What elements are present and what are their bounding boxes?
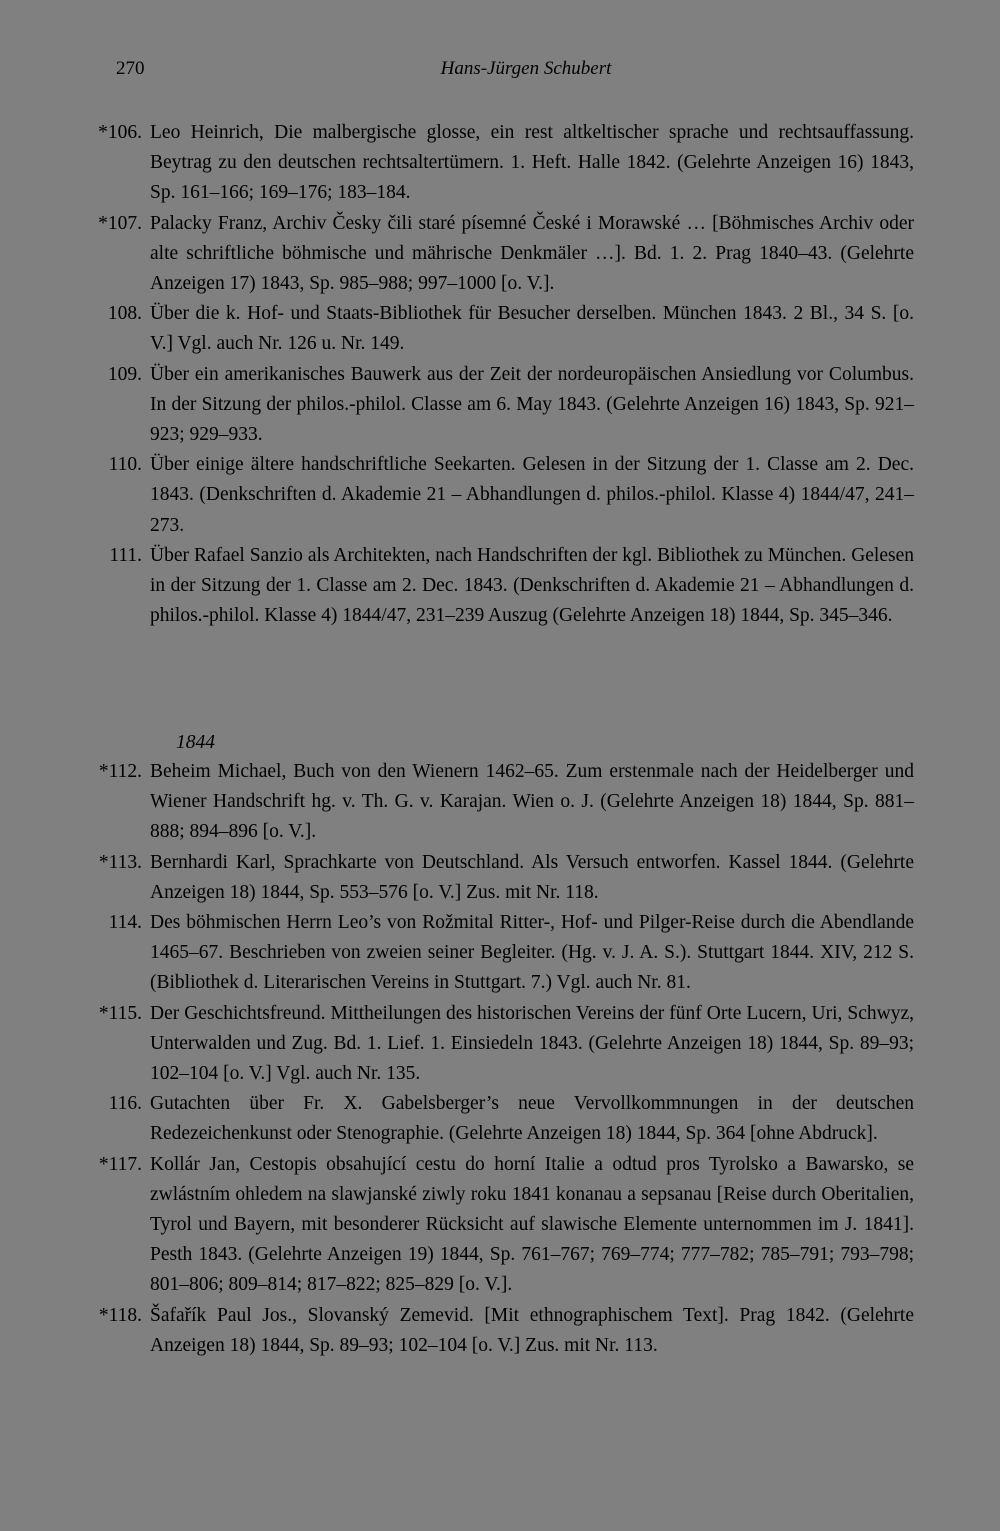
list-item: [0, 1301, 1000, 1361]
year-heading: 1844: [176, 732, 215, 753]
list-item: [0, 848, 1000, 908]
entry-number: 110.: [108, 454, 142, 476]
section-1843-entries: [0, 118, 1000, 631]
list-item: [0, 118, 1000, 209]
entry-text: Bernhardi Karl, Sprachkarte von Deutschland. Als Versuch entworfen. Kassel 1844. (Gelehrte Anzeigen 18) 1844, Sp. 553–576 [o. V.] Zus. mit Nr. 118.: [150, 851, 914, 903]
entry-text: Über ein amerikanisches Bauwerk aus der Zeit der nordeuropäischen Ansiedlung vor Columbus. In der Sitzung der philos.-philol. Classe am 6. May 1843. (Gelehrte Anzeigen 16) 1843, Sp. 921–923; 929–933.: [150, 363, 914, 446]
entry-text: Palacky Franz, Archiv Česky čili staré písemné České i Morawské … [Böhmisches Archiv oder alte schriftliche böhmische und mährische Denkmäler …]. Bd. 1. 2. Prag 1840–43. (Gelehrte Anzeigen 17) 1843, Sp. 985–988; 997–1000 [o. V.].: [150, 212, 914, 295]
list-item: [0, 209, 1000, 300]
list-item: [0, 757, 1000, 848]
list-item: [0, 360, 1000, 451]
entry-text: Gutachten über Fr. X. Gabelsberger’s neue Vervollkommnungen in der deutschen Redezeichenkunst oder Stenographie. (Gelehrte Anzeigen 18) 1844, Sp. 364 [ohne Abdruck].: [150, 1093, 914, 1145]
running-head: [116, 58, 936, 88]
entry-number: *115.: [98, 1002, 142, 1024]
entry-text: Der Geschichtsfreund. Mittheilungen des historischen Vereins der fünf Orte Lucern, Uri, Schwyz, Unterwalden und Zug. Bd. 1. Lief. 1. Einsiedeln 1843. (Gelehrte Anzeigen 18) 1844, Sp. 89–93; 102–104 [o. V.] Vgl. auch Nr. 135.: [150, 1002, 914, 1085]
entry-number: 111.: [109, 544, 142, 566]
entry-number: *106.: [98, 122, 142, 143]
entry-number: *107.: [98, 212, 142, 234]
entry-number: *118.: [98, 1304, 142, 1326]
entry-number: *113.: [98, 851, 142, 873]
entry-number: 114.: [108, 912, 142, 934]
list-item: [0, 1089, 1000, 1149]
entry-text: Des böhmischen Herrn Leo’s von Rožmital Ritter-, Hof- und Pilger-Reise durch die Abendlande 1465–67. Beschrieben von zweien seiner Begleiter. (Hg. v. J. A. S.). Stuttgart 1844. XIV, 212 S. (Bibliothek d. Literarischen Vereins in Stuttgart. 7.) Vgl. auch Nr. 81.: [150, 912, 914, 994]
section-1844-entries: [0, 757, 1000, 1361]
entry-text: Šafařík Paul Jos., Slovanský Zemevid. [Mit ethnographischem Text]. Prag 1842. (Gelehrte Anzeigen 18) 1844, Sp. 89–93; 102–104 [o. V.] Zus. mit Nr. 113.: [150, 1304, 914, 1356]
entry-text: Über Rafael Sanzio als Architekten, nach Handschriften der kgl. Bibliothek zu München. Gelesen in der Sitzung der 1. Classe am 2. Dec. 1843. (Denkschriften d. Akademie 21 – Abhandlungen d. philos.-philol. Klasse 4) 1844/47, 231–239 Auszug (Gelehrte Anzeigen 18) 1844, Sp. 345–346.: [150, 544, 914, 627]
list-item: [0, 541, 1000, 632]
entry-number: *112.: [98, 761, 142, 782]
page-number: 270: [116, 58, 145, 79]
entry-number: 108.: [107, 303, 142, 325]
entry-text: Kollár Jan, Cestopis obsahující cestu do horní Italie a odtud pros Tyrolsko a Bawarsko, se zwlástním ohledem na slawjanské ziwly roku 1841 konanau a sepsanau [Reise durch Oberitalien, Tyrol und Bayern, mit besonderer Rücksicht auf slawische Elemente unternommen im J. 1841]. Pesth 1843. (Gelehrte Anzeigen 19) 1844, Sp. 761–767; 769–774; 777–782; 785–791; 793–798; 801–806; 809–814; 817–822; 825–829 [o. V.].: [150, 1153, 914, 1296]
entry-text: Über die k. Hof- und Staats-Bibliothek für Besucher derselben. München 1843. 2 Bl., 34 S. [o. V.] Vgl. auch Nr. 126 u. Nr. 149.: [150, 303, 914, 355]
entry-number: 109.: [107, 363, 142, 385]
list-item: [0, 450, 1000, 541]
entry-number: *117.: [98, 1153, 142, 1175]
entry-text: Leo Heinrich, Die malbergische glosse, ein rest altkeltischer sprache und rechtsauffassung. Beytrag zu den deutschen rechtsaltertümern. 1. Heft. Halle 1842. (Gelehrte Anzeigen 16) 1843, Sp. 161–166; 169–176; 183–184.: [150, 122, 914, 204]
entry-text: Beheim Michael, Buch von den Wienern 1462–65. Zum erstenmale nach der Heidelberger und Wiener Handschrift hg. v. Th. G. v. Karajan. Wien o. J. (Gelehrte Anzeigen 18) 1844, Sp. 881–888; 894–896 [o. V.].: [150, 761, 914, 843]
list-item: [0, 999, 1000, 1090]
list-item: [0, 908, 1000, 999]
list-item: [0, 1150, 1000, 1301]
header-author: Hans-Jürgen Schubert: [440, 58, 612, 79]
entry-number: 116.: [108, 1093, 142, 1115]
list-item: [0, 299, 1000, 359]
entry-text: Über einige ältere handschriftliche Seekarten. Gelesen in der Sitzung der 1. Classe am 2. Dec. 1843. (Denkschriften d. Akademie 21 – Abhandlungen d. philos.-philol. Klasse 4) 1844/47, 241–273.: [150, 454, 914, 536]
